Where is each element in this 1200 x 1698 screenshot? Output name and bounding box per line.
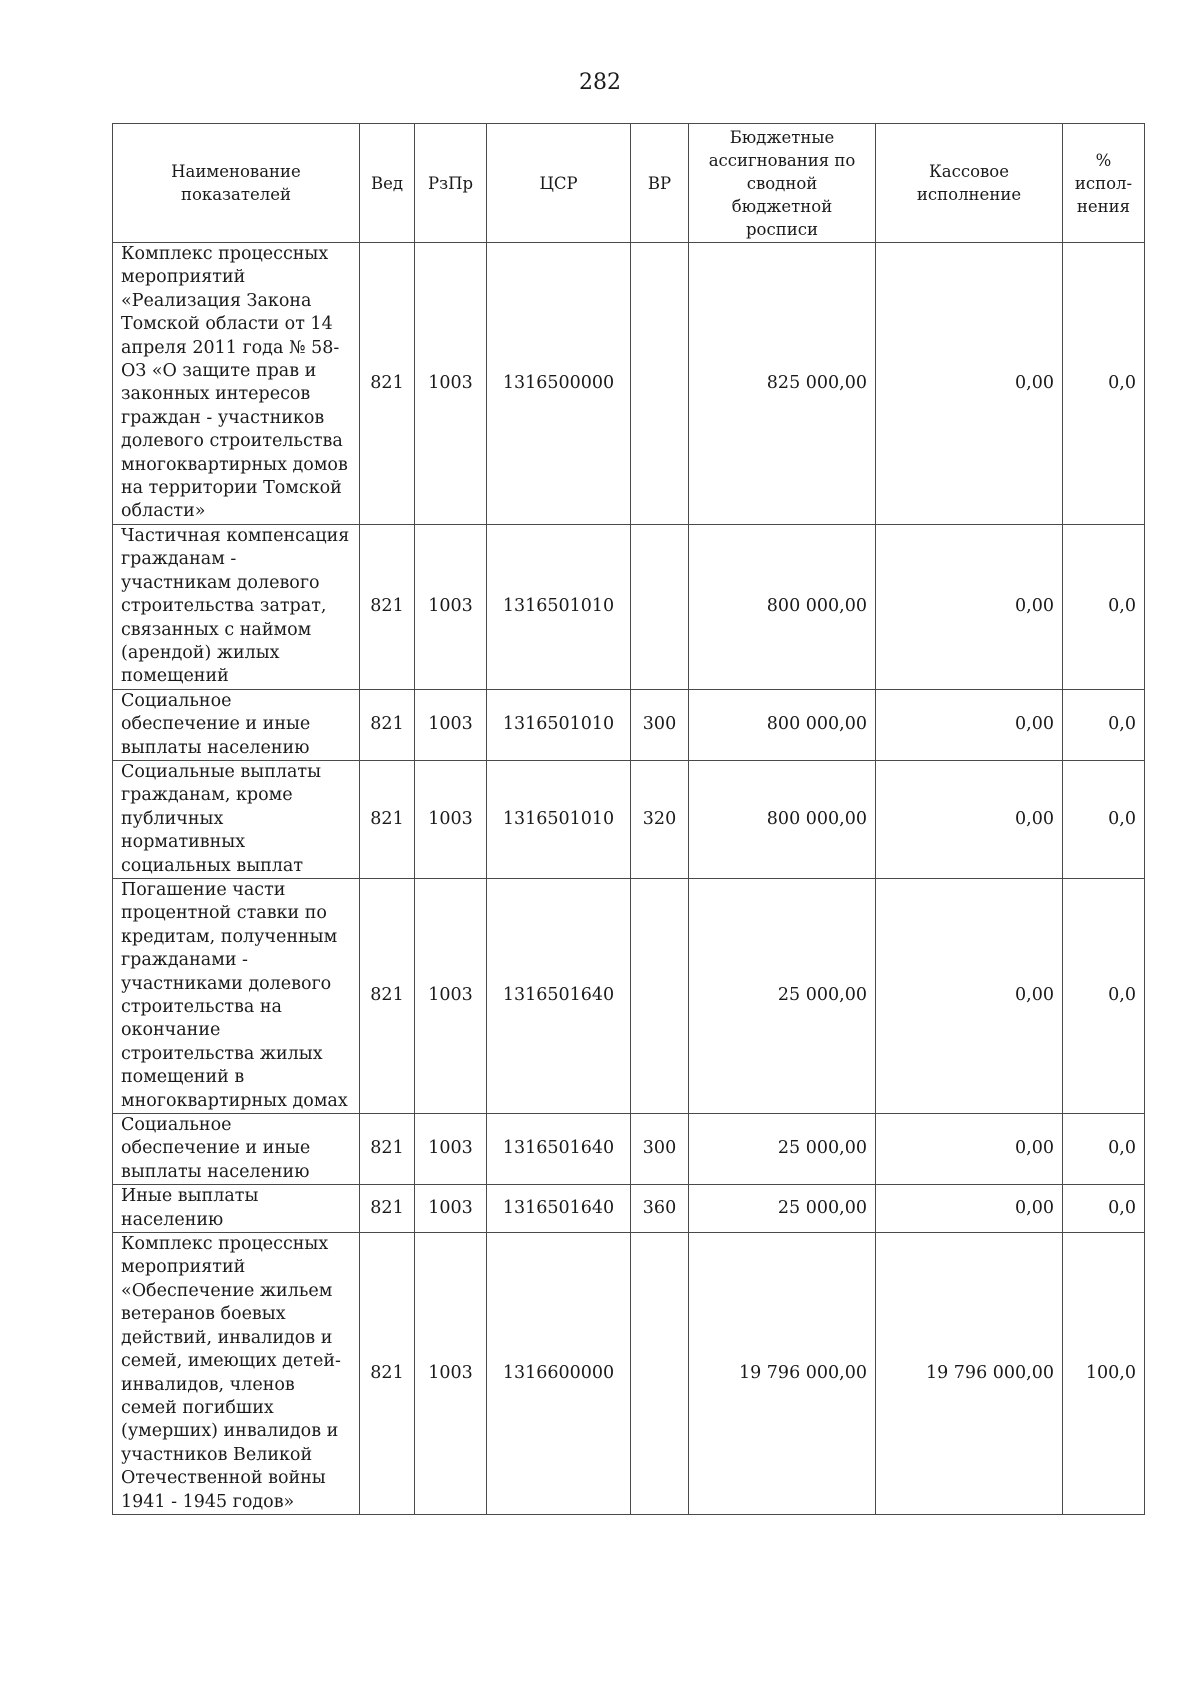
row-name: Комплекс процессных мероприятий «Обеспечение жильем ветеранов боевых действий, инвалидов и семей, имеющих детей-инвалидов, членов семей погибших (умерших) инвалидов и участников Великой Отечественной войны 1941 - 1945 годов» [113,1233,360,1515]
row-percent: 0,0 [1063,243,1145,525]
row-name: Погашение части процентной ставки по кредитам, полученным гражданами - участниками долевого строительства на окончание строительства жилых помещений в многоквартирных домах [113,878,360,1113]
header-name: Наименование показателей [113,124,360,243]
row-name: Частичная компенсация гражданам - участникам долевого строительства затрат, связанных с наймом (арендой) жилых помещений [113,524,360,689]
row-cash: 19 796 000,00 [876,1233,1063,1515]
row-assignments: 25 000,00 [689,1185,876,1233]
row-csr: 1316501010 [487,524,631,689]
row-ved: 821 [360,1185,415,1233]
budget-execution-table [112,123,1145,1515]
table-header-row [113,124,1145,243]
row-assignments: 25 000,00 [689,1114,876,1185]
row-vr [631,524,689,689]
row-rzpr: 1003 [415,1114,487,1185]
header-vr: ВР [631,124,689,243]
row-csr: 1316501640 [487,1185,631,1233]
row-vr: 320 [631,760,689,878]
row-vr: 300 [631,689,689,760]
row-vr [631,1233,689,1515]
table-row [113,878,1145,1113]
table-row [113,760,1145,878]
header-assignments: Бюджетные ассигнования по сводной бюджетной росписи [689,124,876,243]
row-ved: 821 [360,689,415,760]
table-row [113,1233,1145,1515]
row-csr: 1316500000 [487,243,631,525]
row-rzpr: 1003 [415,689,487,760]
row-ved: 821 [360,524,415,689]
row-vr: 300 [631,1114,689,1185]
row-csr: 1316501010 [487,689,631,760]
header-ved: Вед [360,124,415,243]
row-name: Социальное обеспечение и иные выплаты населению [113,1114,360,1185]
row-ved: 821 [360,1114,415,1185]
table-row [113,1114,1145,1185]
row-csr: 1316501010 [487,760,631,878]
row-percent: 0,0 [1063,524,1145,689]
table-row [113,1185,1145,1233]
row-cash: 0,00 [876,243,1063,525]
row-ved: 821 [360,243,415,525]
row-csr: 1316600000 [487,1233,631,1515]
row-percent: 0,0 [1063,878,1145,1113]
row-vr [631,243,689,525]
row-cash: 0,00 [876,878,1063,1113]
row-ved: 821 [360,760,415,878]
page-number: 282 [579,70,621,95]
row-name: Социальные выплаты гражданам, кроме публичных нормативных социальных выплат [113,760,360,878]
row-ved: 821 [360,1233,415,1515]
row-assignments: 800 000,00 [689,760,876,878]
row-percent: 100,0 [1063,1233,1145,1515]
row-csr: 1316501640 [487,878,631,1113]
row-assignments: 25 000,00 [689,878,876,1113]
row-percent: 0,0 [1063,1114,1145,1185]
row-csr: 1316501640 [487,1114,631,1185]
header-csr: ЦСР [487,124,631,243]
row-cash: 0,00 [876,1114,1063,1185]
header-rzpr: РзПр [415,124,487,243]
row-rzpr: 1003 [415,878,487,1113]
header-cash-execution: Кассовое исполнение [876,124,1063,243]
row-percent: 0,0 [1063,760,1145,878]
row-assignments: 800 000,00 [689,524,876,689]
row-ved: 821 [360,878,415,1113]
row-vr [631,878,689,1113]
table-row [113,689,1145,760]
row-name: Социальное обеспечение и иные выплаты населению [113,689,360,760]
row-cash: 0,00 [876,524,1063,689]
row-assignments: 19 796 000,00 [689,1233,876,1515]
row-rzpr: 1003 [415,243,487,525]
row-rzpr: 1003 [415,1185,487,1233]
row-percent: 0,0 [1063,1185,1145,1233]
row-rzpr: 1003 [415,524,487,689]
row-assignments: 825 000,00 [689,243,876,525]
row-vr: 360 [631,1185,689,1233]
row-name: Иные выплаты населению [113,1185,360,1233]
row-rzpr: 1003 [415,1233,487,1515]
row-name: Комплекс процессных мероприятий «Реализация Закона Томской области от 14 апреля 2011 года № 58-ОЗ «О защите прав и законных интересов граждан - участников долевого строительства многоквартирных домов на территории Томской области» [113,243,360,525]
table-row [113,524,1145,689]
header-percent: % испол-нения [1063,124,1145,243]
row-percent: 0,0 [1063,689,1145,760]
table-row [113,243,1145,525]
row-cash: 0,00 [876,689,1063,760]
row-cash: 0,00 [876,760,1063,878]
row-cash: 0,00 [876,1185,1063,1233]
row-assignments: 800 000,00 [689,689,876,760]
row-rzpr: 1003 [415,760,487,878]
